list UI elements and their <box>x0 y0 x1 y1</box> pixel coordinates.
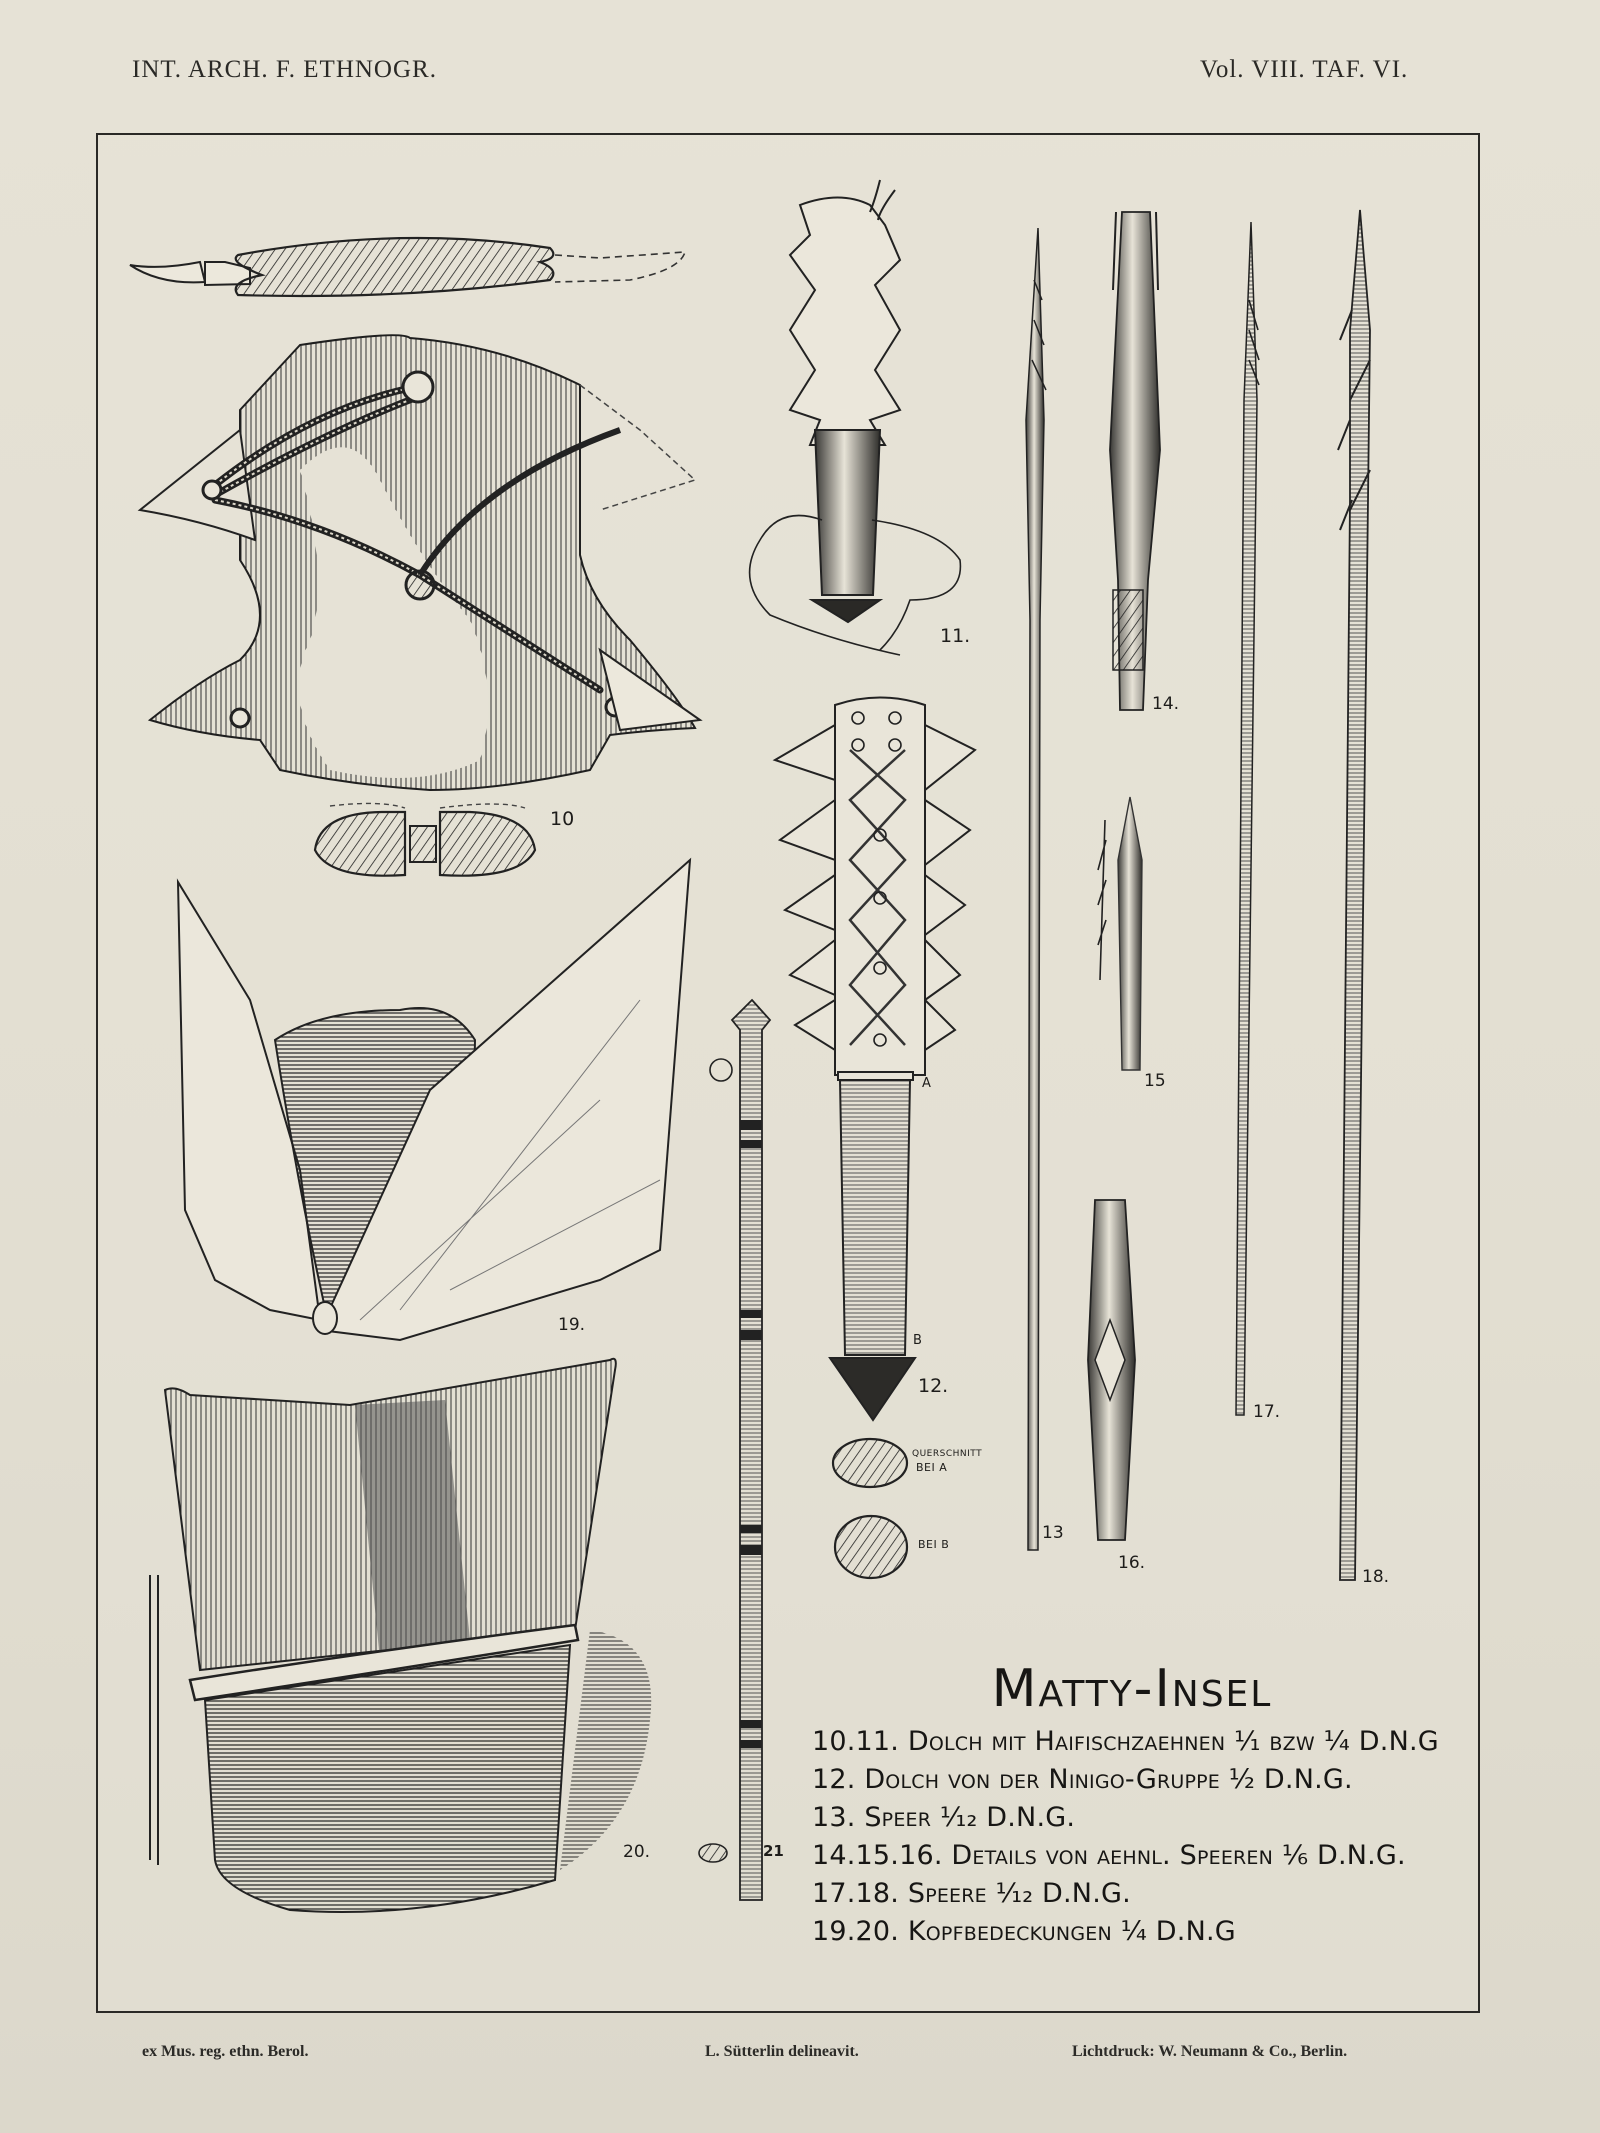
figure-number-20: 20. <box>623 1842 651 1862</box>
legend-item: 17.18. Speere ⅟₁₂ D.N.G. <box>812 1878 1131 1909</box>
fig15-spear-detail <box>1098 797 1142 1070</box>
cross-section-b-label: BEI B <box>918 1538 950 1551</box>
figure-number-16: 16. <box>1118 1553 1146 1573</box>
fig19-headdress-drawing <box>178 860 690 1340</box>
plate-title: Matty-Insel <box>991 1659 1273 1719</box>
point-label-a: A <box>922 1076 931 1091</box>
fig11-dagger-drawing <box>750 180 961 655</box>
figure-number-10: 10 <box>550 808 575 830</box>
figure-number-11: 11. <box>940 625 971 647</box>
fig17-spear-drawing <box>1236 222 1259 1415</box>
fig10-dagger-drawing <box>140 335 700 790</box>
figure-number-12: 12. <box>918 1375 949 1397</box>
cross-section-a-line1: QUERSCHNITT <box>912 1449 983 1459</box>
volume-plate-header: Vol. VIII. TAF. VI. <box>1200 56 1409 83</box>
figure-number-19: 19. <box>558 1315 586 1335</box>
fig20-headdress-drawing <box>150 1359 651 1912</box>
point-label-b: B <box>913 1333 922 1348</box>
cross-section-a-label <box>912 1448 982 1474</box>
footer-illustrator: L. Sütterlin delineavit. <box>705 2043 859 2060</box>
fig14-spear-detail <box>1110 212 1160 710</box>
legend-item: 12. Dolch von der Ninigo-Gruppe ½ D.N.G. <box>812 1764 1353 1795</box>
legend-item: 14.15.16. Details von aehnl. Speeren ⅙ D.N.G. <box>812 1840 1406 1871</box>
footer-printer: Lichtdruck: W. Neumann & Co., Berlin. <box>1072 2043 1348 2060</box>
legend-item: 10.11. Dolch mit Haifischzaehnen ⅟₁ bzw ¼ D.N.G <box>812 1726 1439 1757</box>
fig21-staff-drawing <box>699 1000 770 1900</box>
figure-number-18: 18. <box>1362 1567 1390 1587</box>
legend-item: 19.20. Kopfbedeckungen ¼ D.N.G <box>812 1916 1236 1947</box>
cross-section-a-ellipse <box>833 1439 907 1487</box>
journal-header: INT. ARCH. F. ETHNOGR. <box>132 56 437 83</box>
figure-number-14: 14. <box>1152 694 1180 714</box>
figure-number-15: 15 <box>1144 1071 1166 1091</box>
fig10-blade-section <box>130 238 685 296</box>
figure-number-17: 17. <box>1253 1402 1281 1422</box>
figure-number-13: 13 <box>1042 1523 1064 1543</box>
fig16-spear-detail <box>1088 1200 1135 1540</box>
legend-item: 13. Speer ⅟₁₂ D.N.G. <box>812 1802 1076 1833</box>
cross-section-b-ellipse <box>835 1516 907 1578</box>
plate-legend <box>812 1655 1472 1951</box>
fig13-spear-drawing <box>1026 228 1046 1550</box>
fig12-dagger-drawing <box>775 698 975 1421</box>
cross-section-a-line2: BEI A <box>916 1461 948 1474</box>
fig18-spear-drawing <box>1338 210 1370 1580</box>
figure-number-21: 21 <box>763 1842 784 1860</box>
footer-source: ex Mus. reg. ethn. Berol. <box>142 2043 309 2060</box>
fig10-cross-section <box>315 803 535 875</box>
